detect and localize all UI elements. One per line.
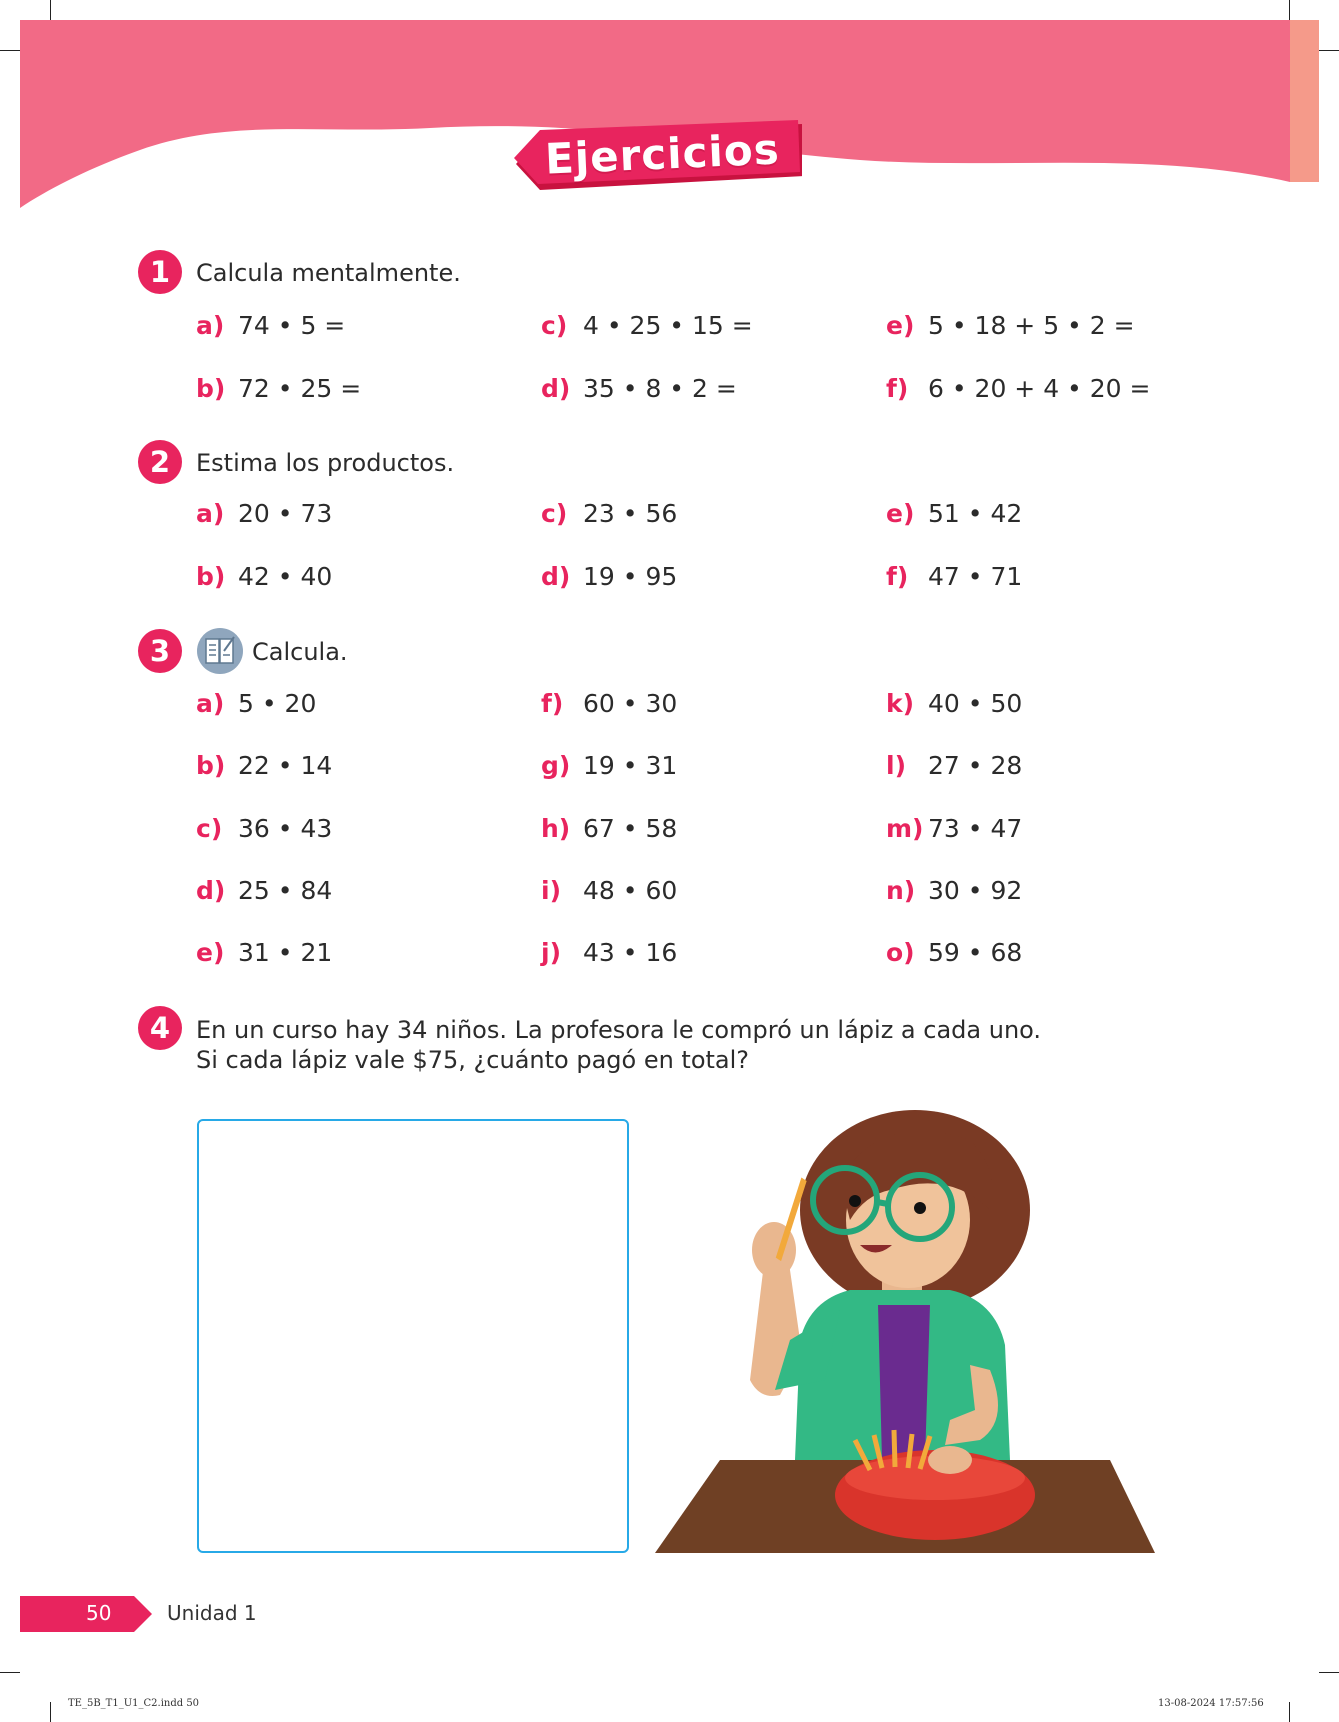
exercise-1-item-c: c) 4 • 25 • 15 = [541, 311, 753, 340]
crop-mark [50, 0, 51, 20]
exercise-1-item-d: d) 35 • 8 • 2 = [541, 374, 737, 403]
date-slug: 13-08-2024 17:57:56 [1158, 1698, 1264, 1709]
answer-box[interactable] [197, 1119, 629, 1553]
crop-mark [1319, 50, 1339, 51]
header-band [0, 0, 1339, 230]
exercise-3-number: 3 [138, 629, 182, 673]
exercise-3-instruction: Calcula. [252, 638, 348, 666]
crop-mark [1319, 1672, 1339, 1673]
exercise-1-item-e: e) 5 • 18 + 5 • 2 = [886, 311, 1135, 340]
exercise-2-item-a: a) 20 • 73 [196, 499, 333, 528]
page-title: Ejercicios [544, 124, 781, 184]
exercise-4-line-2: Si cada lápiz vale $75, ¿cuánto pagó en total? [196, 1046, 750, 1074]
exercise-3-item-g: g) 19 • 31 [541, 751, 678, 780]
exercise-2-number: 2 [138, 440, 182, 484]
exercise-3-item-b: b) 22 • 14 [196, 751, 333, 780]
file-slug: TE_5B_T1_U1_C2.indd 50 [68, 1698, 200, 1709]
exercise-3-item-e: e) 31 • 21 [196, 938, 333, 967]
exercise-1-number: 1 [138, 250, 182, 294]
exercise-1-instruction: Calcula mentalmente. [196, 259, 461, 287]
exercise-2-item-b: b) 42 • 40 [196, 562, 333, 591]
teacher-illustration [650, 1100, 1170, 1560]
crop-mark [0, 1672, 20, 1673]
exercise-3-item-f: f) 60 • 30 [541, 689, 678, 718]
exercise-2-item-f: f) 47 • 71 [886, 562, 1023, 591]
exercise-3-item-l: l) 27 • 28 [886, 751, 1023, 780]
exercise-3-item-k: k) 40 • 50 [886, 689, 1023, 718]
exercise-4-line-1: En un curso hay 34 niños. La profesora le compró un lápiz a cada uno. [196, 1016, 1042, 1044]
crop-mark [1289, 1702, 1290, 1722]
exercise-3-item-d: d) 25 • 84 [196, 876, 333, 905]
exercise-3-item-n: n) 30 • 92 [886, 876, 1023, 905]
exercise-4-number: 4 [138, 1006, 182, 1050]
exercise-2-item-c: c) 23 • 56 [541, 499, 678, 528]
crop-mark [0, 50, 20, 51]
exercise-3-item-a: a) 5 • 20 [196, 689, 317, 718]
exercise-1-item-f: f) 6 • 20 + 4 • 20 = [886, 374, 1151, 403]
unit-label: Unidad 1 [167, 1601, 257, 1625]
exercise-2-instruction: Estima los productos. [196, 449, 455, 477]
exercise-2-item-e: e) 51 • 42 [886, 499, 1023, 528]
exercise-3-item-h: h) 67 • 58 [541, 814, 678, 843]
exercise-3-item-c: c) 36 • 43 [196, 814, 333, 843]
exercise-3-item-j: j) 43 • 16 [541, 938, 678, 967]
crop-mark [50, 1702, 51, 1722]
exercise-3-item-m: m) 73 • 47 [886, 814, 1023, 843]
exercise-1-item-b: b) 72 • 25 = [196, 374, 362, 403]
exercise-1-item-a: a) 74 • 5 = [196, 311, 346, 340]
exercise-2-item-d: d) 19 • 95 [541, 562, 678, 591]
notebook-icon [196, 627, 244, 675]
exercise-3-item-i: i) 48 • 60 [541, 876, 678, 905]
header-side-tab [1290, 20, 1319, 182]
exercise-3-item-o: o) 59 • 68 [886, 938, 1023, 967]
crop-mark [1289, 0, 1290, 20]
page-number: 50 [86, 1601, 112, 1625]
